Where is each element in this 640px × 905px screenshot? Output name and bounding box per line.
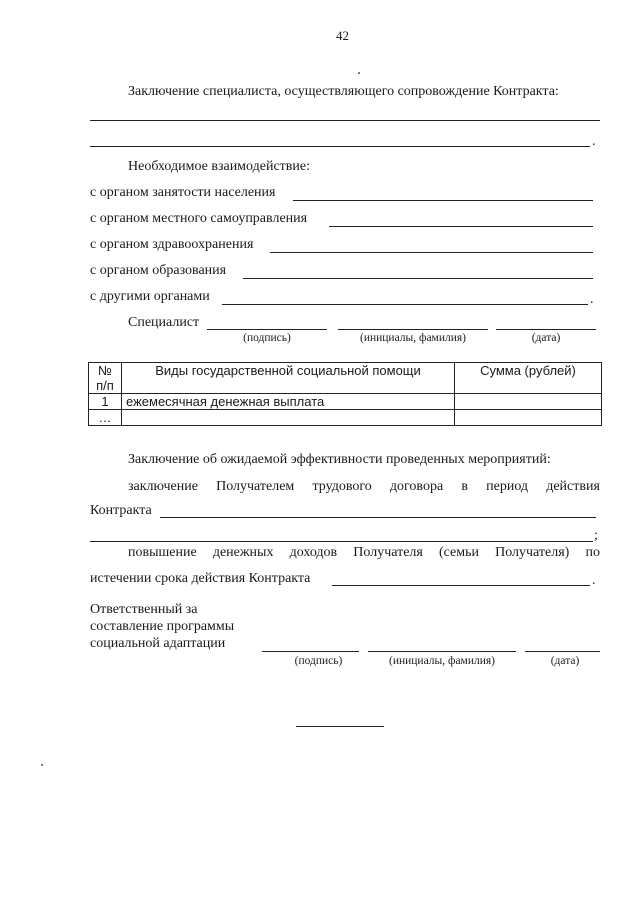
word: по <box>585 545 600 560</box>
specialist-label: Специалист <box>128 315 200 330</box>
table-header-row <box>89 363 602 394</box>
efficiency-field-2[interactable] <box>332 585 590 586</box>
interaction-other-end: . <box>590 292 594 307</box>
word: период <box>486 479 529 494</box>
word: доходов <box>289 545 338 560</box>
specialist-signature-caption: (подпись) <box>243 332 291 344</box>
responsible-date-caption: (дата) <box>550 655 580 667</box>
social-aid-table <box>88 362 602 426</box>
interaction-field-education[interactable] <box>243 278 593 279</box>
interaction-field-employment[interactable] <box>293 200 593 201</box>
interaction-heading: Необходимое взаимодействие: <box>128 159 311 174</box>
row-aid-type: ежемесячная денежная выплата <box>122 394 455 410</box>
specialist-date-field[interactable] <box>496 329 596 330</box>
word: заключение <box>128 479 198 494</box>
word: трудового <box>312 479 372 494</box>
efficiency-item-1-end: ; <box>594 528 598 543</box>
row-number: 1 <box>89 394 122 410</box>
responsible-label-line-1: Ответственный за <box>90 602 198 617</box>
interaction-item-healthcare: с органом здравоохранения <box>90 237 254 252</box>
row-number: … <box>89 410 122 426</box>
table-row <box>89 394 602 410</box>
page-number: 42 <box>336 28 349 43</box>
specialist-conclusion-heading: Заключение специалиста, осуществляющего сопровождение Контракта: <box>128 84 559 99</box>
word: (семьи <box>438 545 479 560</box>
row-aid-type[interactable] <box>122 410 455 426</box>
interaction-field-healthcare[interactable] <box>270 252 593 253</box>
specialist-signature-field[interactable] <box>207 329 327 330</box>
word: Получателя) <box>495 545 570 560</box>
efficiency-item-1 <box>128 479 600 495</box>
responsible-signature-field[interactable] <box>262 651 359 652</box>
interaction-item-education: с органом образования <box>90 263 227 278</box>
word: денежных <box>212 545 274 560</box>
conclusion-line-1[interactable] <box>90 120 600 121</box>
interaction-item-employment: с органом занятости населения <box>90 185 276 200</box>
table-row <box>89 410 602 426</box>
scan-speck <box>358 72 360 74</box>
col-header-aid-type: Виды государственной социальной помощи <box>122 363 455 394</box>
word: Получателем <box>216 479 295 494</box>
row-sum[interactable] <box>455 394 602 410</box>
specialist-date-caption: (дата) <box>531 332 561 344</box>
responsible-label-line-3: социальной адаптации <box>90 636 226 651</box>
responsible-signature-caption: (подпись) <box>294 655 343 667</box>
scan-speck <box>41 764 43 766</box>
word: в <box>461 479 468 494</box>
efficiency-field-1a[interactable] <box>160 517 596 518</box>
end-separator <box>296 726 384 727</box>
responsible-name-field[interactable] <box>368 651 516 652</box>
interaction-field-other[interactable] <box>222 304 588 305</box>
specialist-name-caption: (инициалы, фамилия) <box>359 332 467 344</box>
word: повышение <box>128 545 197 560</box>
word: Получателя <box>353 545 423 560</box>
efficiency-field-1b[interactable] <box>90 541 593 542</box>
row-sum[interactable] <box>455 410 602 426</box>
efficiency-item-2 <box>128 545 600 561</box>
word: договора <box>389 479 444 494</box>
interaction-field-local-government[interactable] <box>329 226 593 227</box>
efficiency-item-2-cont: истечении срока действия Контракта <box>90 571 311 586</box>
responsible-name-caption: (инициалы, фамилия) <box>388 655 496 667</box>
col-header-sum: Сумма (рублей) <box>455 363 602 394</box>
interaction-item-other: с другими органами <box>90 289 210 304</box>
conclusion-line-2-end: . <box>592 134 596 149</box>
responsible-label-line-2: составление программы <box>90 619 235 634</box>
interaction-item-local-government: с органом местного самоуправления <box>90 211 308 226</box>
specialist-name-field[interactable] <box>338 329 488 330</box>
efficiency-item-2-end: . <box>592 573 596 588</box>
responsible-date-field[interactable] <box>525 651 600 652</box>
word: действия <box>546 479 600 494</box>
col-header-number: № п/п <box>89 363 122 394</box>
efficiency-item-1-cont: Контракта <box>90 503 152 518</box>
conclusion-line-2[interactable] <box>90 146 590 147</box>
efficiency-heading: Заключение об ожидаемой эффективности проведенных мероприятий: <box>128 452 551 467</box>
